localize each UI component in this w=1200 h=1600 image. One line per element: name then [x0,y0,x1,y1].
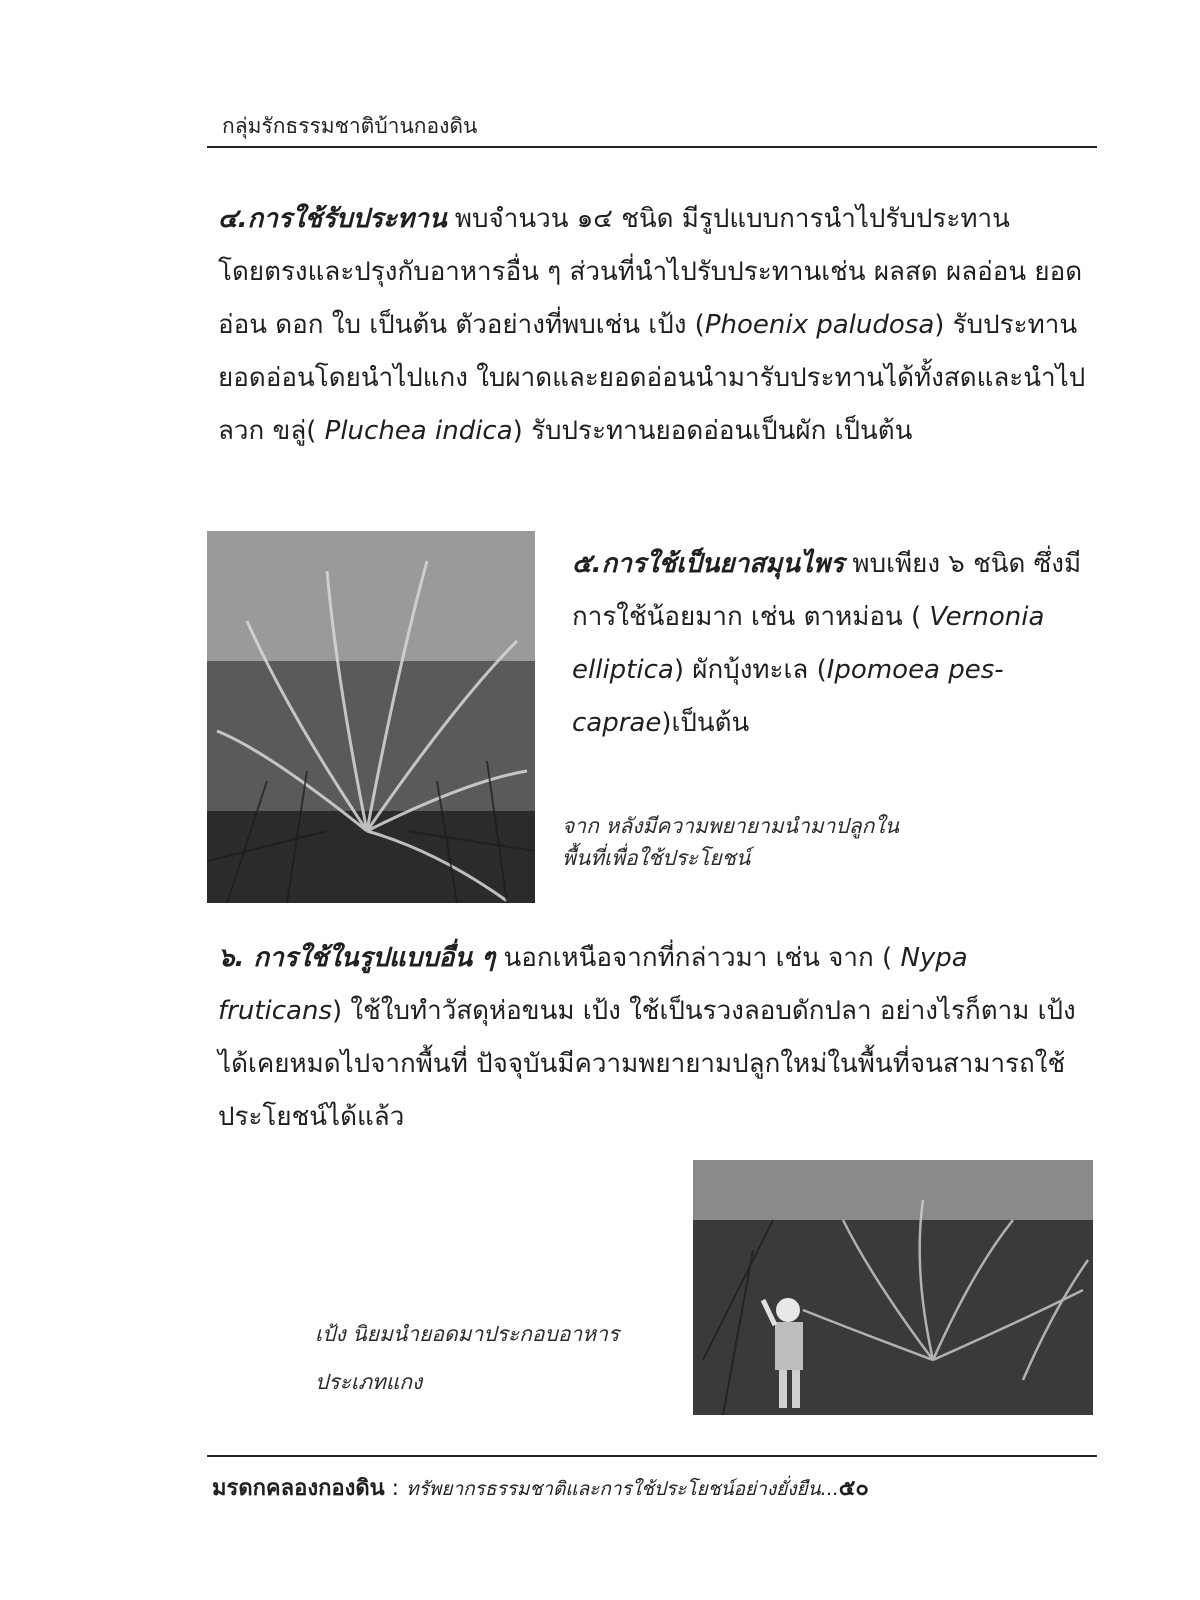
section-5-text-3: )เป็นต้น [661,708,750,738]
section-4-text-1: พบจำนวน ๑๔ ชนิด มีรูปแบบการนำไปรับประทานโดยตรงและปรุงกับอาหารอื่น ๆ ส่วนที่นำไปรับประทานเช่น ผลสด ผลอ่อน ยอดอ่อน ดอก ใบ เป็นต้น ตัวอย่างที่พบเช่น เป้ง ( [218,204,1083,340]
section-5-heading: ๕.การใช้เป็นยาสมุนไพร [572,549,845,579]
section-4-sci-name-2: Pluchea indica [324,416,513,446]
page-footer [212,1470,869,1505]
page-number: ๕๐ [838,1476,869,1501]
photo-2-caption-line-2: ประเภทแกง [315,1370,423,1394]
nypa-palm-photo [207,531,535,903]
footer-title: มรดกคลองกองดิน [212,1476,385,1501]
photo-2-caption-line-1: เป้ง นิยมนำยอดมาประกอบอาหาร [315,1322,620,1346]
section-5-sci-name-2: Ipomoea pes-caprae [572,655,1004,738]
section-4-text-2: ) รับประทานยอดอ่อนโดยนำไปแกง ใบผาดและยอดอ่อนนำมารับประทานได้ทั้งสดและนำไปลวก ขลู่( [218,310,1086,446]
photo-1-caption [562,810,1002,874]
section-4-paragraph [218,193,1098,458]
photo-2-caption [315,1310,675,1406]
section-5-sci-name-1: Vernonia elliptica [572,602,1045,685]
section-4-text-3: ) รับประทานยอดอ่อนเป็นผัก เป็นต้น [512,416,913,446]
section-4-heading: ๔.การใช้รับประทาน [218,204,447,234]
section-6-heading: ๖. การใช้ในรูปแบบอื่น ๆ [218,943,496,973]
section-4-sci-name-1: Phoenix paludosa [704,310,935,340]
photo-1-caption-line-1: จาก หลังมีความพยายามนำมาปลูกใน [562,814,899,838]
section-6-sci-name-1: Nypa fruticans [218,943,968,1026]
footer-separator: : [384,1476,407,1501]
running-header: กลุ่มรักธรรมชาติบ้านกองดิน [222,114,478,138]
section-5-text-1: พบเพียง ๖ ชนิด ซึ่งมีการใช้น้อยมาก เช่น ตาหม่อน ( [572,549,1082,632]
section-6-text-1: นอกเหนือจากที่กล่าวมา เช่น จาก ( [495,943,901,973]
section-5-text-2: ) ผักบุ้งทะเล ( [673,655,827,685]
section-6-paragraph [218,932,1098,1144]
phoenix-palm-photo [693,1160,1093,1415]
section-5-paragraph [572,538,1092,750]
section-6-text-2: ) ใช้ใบทำวัสดุห่อขนม เป้ง ใช้เป็นรวงลอบดักปลา อย่างไรก็ตาม เป้งได้เคยหมดไปจากพื้นที่ ปัจจุบันมีความพยายามปลูกใหม่ในพื้นที่จนสามารถใช้ประโยชน์ได้แล้ว [218,996,1076,1132]
footer-rule [207,1455,1097,1457]
footer-subtitle: ทรัพยากรธรรมชาติและการใช้ประโยชน์อย่างยั่งยืน... [406,1478,839,1500]
photo-1-caption-line-2: พื้นที่เพื่อใช้ประโยชน์ [562,846,751,870]
header-rule [207,146,1097,148]
